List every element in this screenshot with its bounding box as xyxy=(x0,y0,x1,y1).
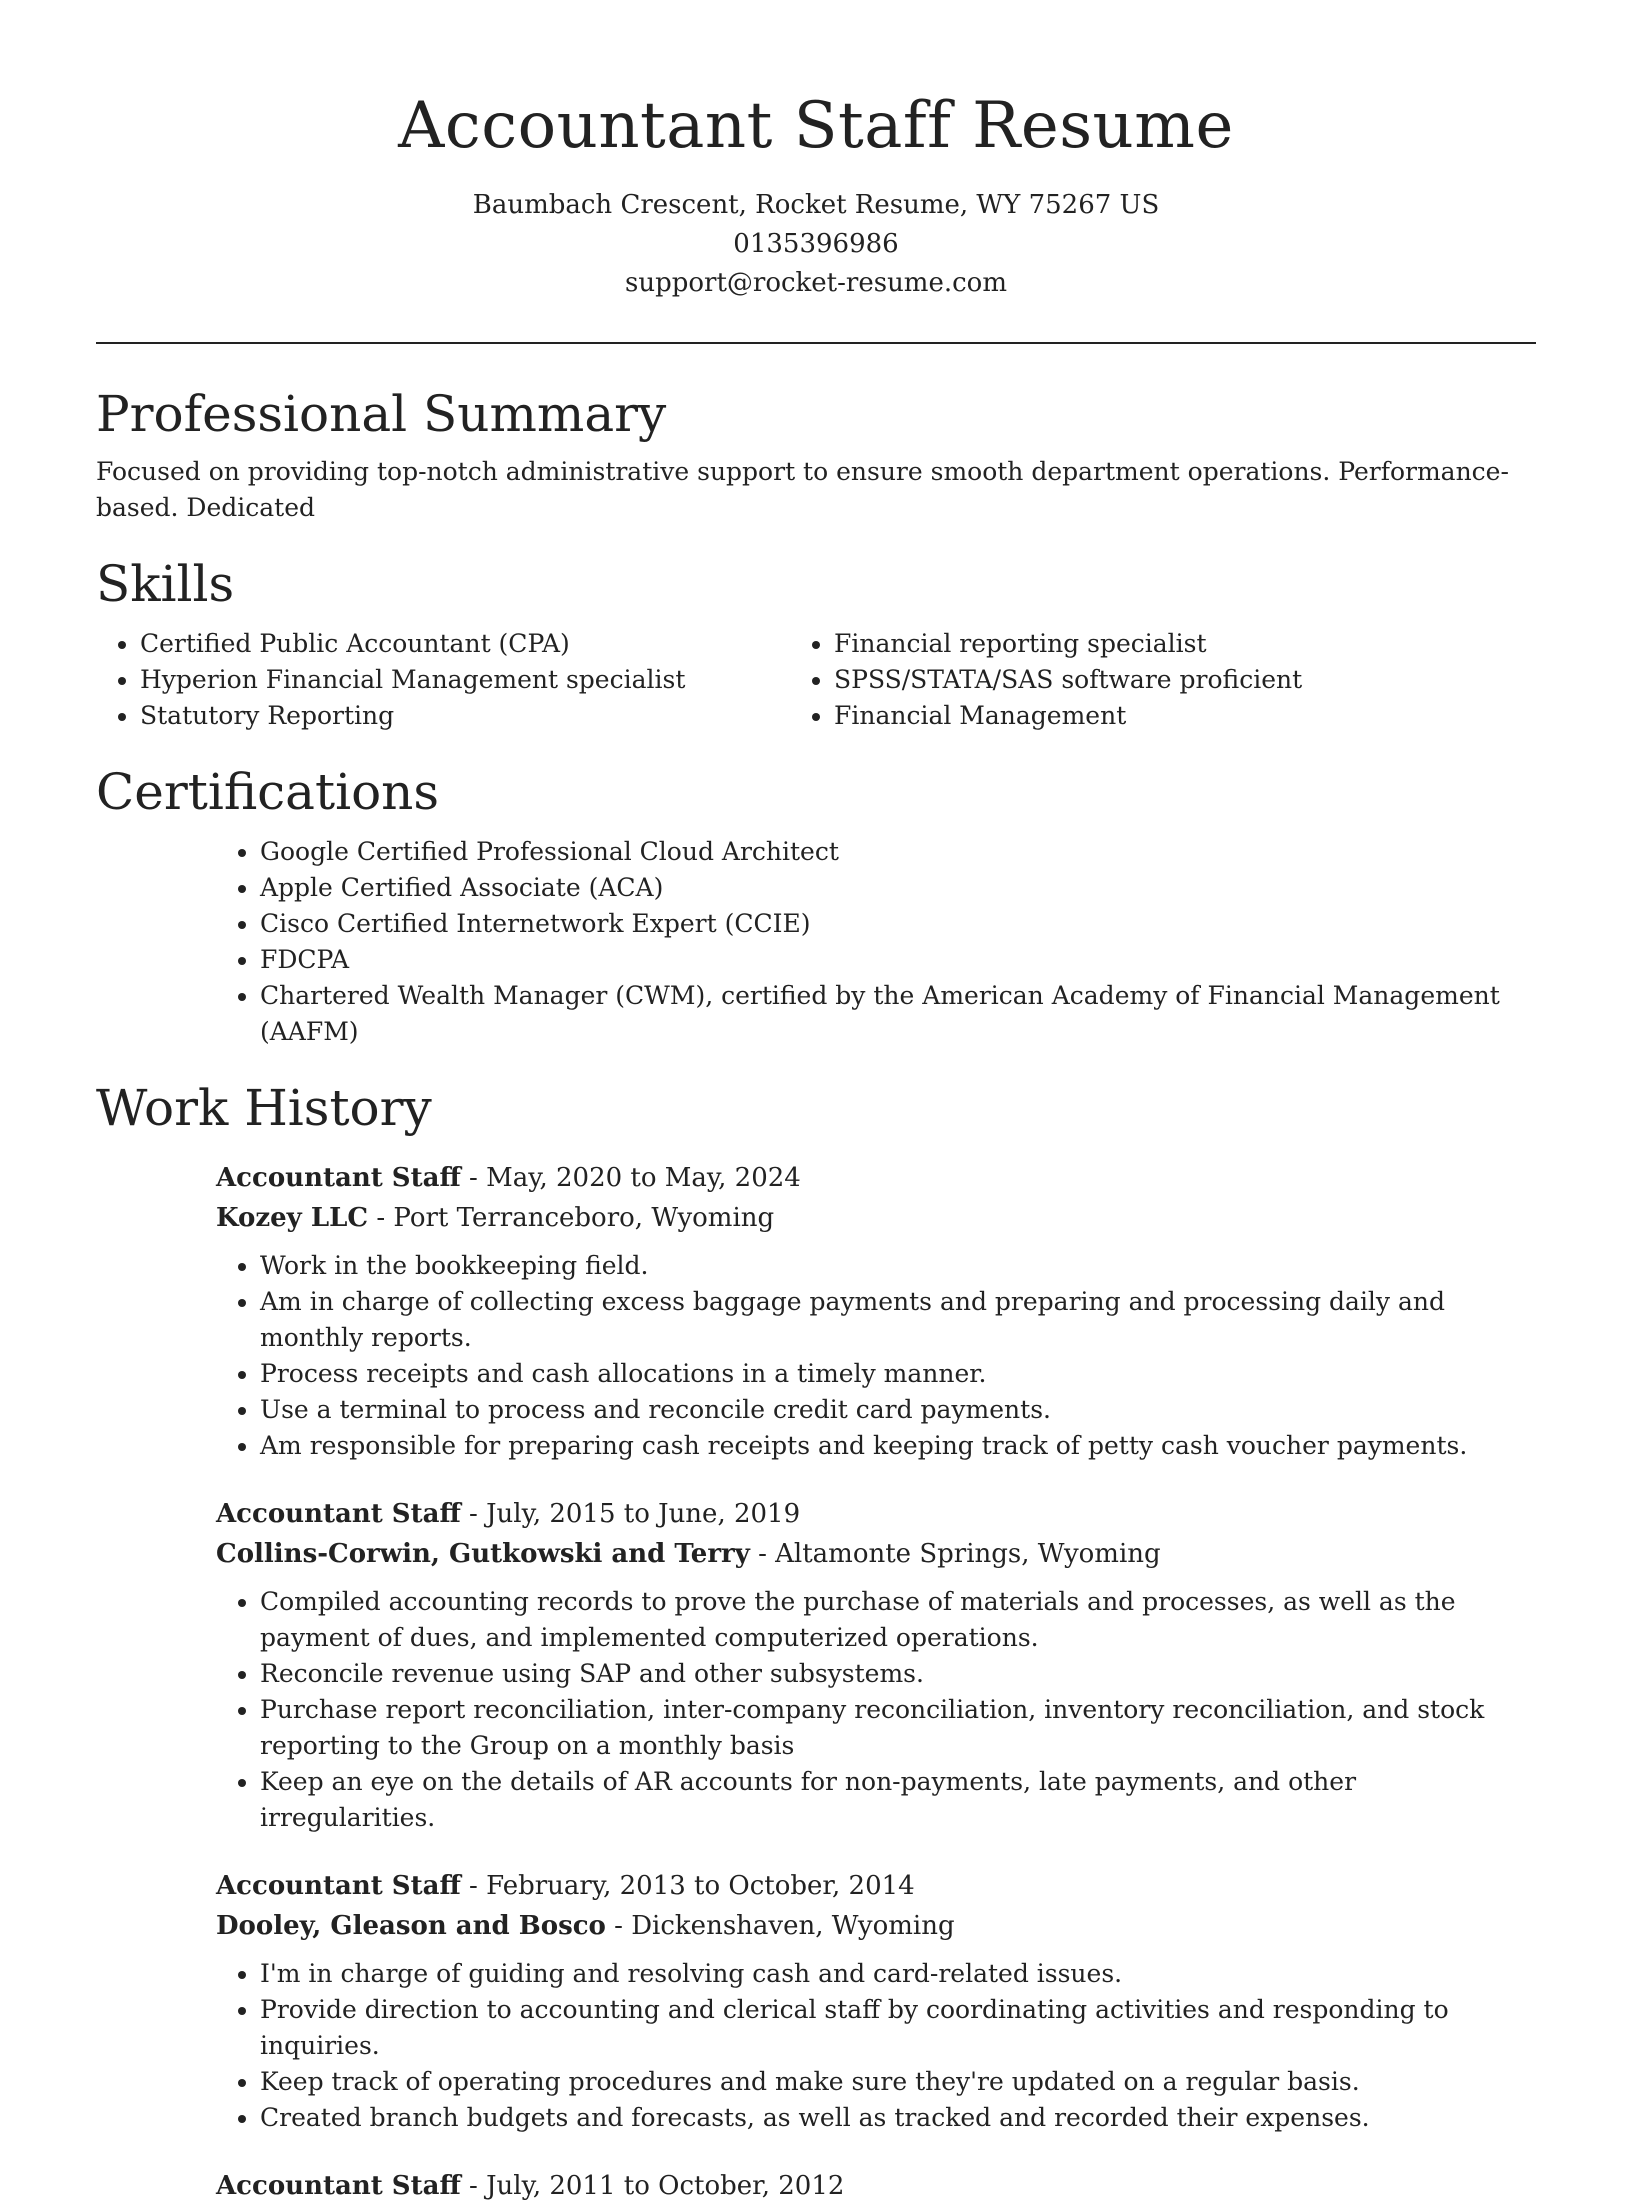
job-company-line xyxy=(216,1534,1536,1574)
job-company: Kozey LLC xyxy=(216,1203,369,1233)
job-duty: • Compiled accounting records to prove the purchase of materials and processes, as well as the payment of dues, and implemented computerized operations. xyxy=(260,1584,1536,1656)
job-role: Accountant Staff xyxy=(216,1871,461,1901)
job-duty: • Reconcile revenue using SAP and other subsystems. xyxy=(260,1656,1536,1692)
resume-title: Accountant Staff Resume xyxy=(398,89,1234,163)
job-dates: - July, 2015 to June, 2019 xyxy=(460,1499,801,1529)
job-location: - Altamonte Springs, Wyoming xyxy=(749,1539,1161,1569)
email: support@rocket-resume.com xyxy=(624,268,1007,298)
phone: 0135396986 xyxy=(733,229,899,259)
job-company-line xyxy=(216,1906,1536,1946)
job-company: Dooley, Gleason and Bosco xyxy=(216,1911,606,1941)
job-title-line xyxy=(216,1866,1536,1906)
contact-info xyxy=(0,186,1632,303)
job-title-line xyxy=(216,1158,1536,1198)
certifications-container xyxy=(216,834,1536,1050)
skill-item: • Certified Public Accountant (CPA) xyxy=(140,626,790,662)
skill-item: • Financial reporting specialist xyxy=(834,626,1484,662)
address: Baumbach Crescent, Rocket Resume, WY 75267 US xyxy=(472,190,1160,220)
job-dates: - February, 2013 to October, 2014 xyxy=(460,1871,915,1901)
job-dates: - May, 2020 to May, 2024 xyxy=(460,1163,801,1193)
professional-summary-section xyxy=(96,378,1536,526)
job-company: Collins-Corwin, Gutkowski and Terry xyxy=(216,1539,750,1569)
job-duty: • Keep track of operating procedures and make sure they're updated on a regular basis. xyxy=(260,2064,1536,2100)
certification-item: • Apple Certified Associate (ACA) xyxy=(260,870,1536,906)
job-duties-list xyxy=(216,1248,1536,1464)
job-location: - Port Terranceboro, Wyoming xyxy=(368,1203,775,1233)
job-duty: • Provide direction to accounting and clerical staff by coordinating activities and responding to inquiries. xyxy=(260,1992,1536,2064)
job-duty: • Use a terminal to process and reconcile credit card payments. xyxy=(260,1392,1536,1428)
skills-section xyxy=(96,548,1536,734)
skill-item: • Financial Management xyxy=(834,698,1484,734)
certification-item: • Cisco Certified Internetwork Expert (CCIE) xyxy=(260,906,1536,942)
job-company-line xyxy=(216,1198,1536,1238)
job-role: Accountant Staff xyxy=(216,1163,461,1193)
job-entry xyxy=(216,1158,1536,1464)
resume-header xyxy=(0,0,1632,303)
job-role: Accountant Staff xyxy=(216,1499,461,1529)
job-duties-list xyxy=(216,1584,1536,1836)
skill-item: • Statutory Reporting xyxy=(140,698,790,734)
section-title-skills: Skills xyxy=(96,555,235,613)
job-duty: • I'm in charge of guiding and resolving cash and card-related issues. xyxy=(260,1956,1536,1992)
job-entry xyxy=(216,2166,1536,2206)
certification-item: • Google Certified Professional Cloud Architect xyxy=(260,834,1536,870)
job-duty: • Process receipts and cash allocations in a timely manner. xyxy=(260,1356,1536,1392)
job-duties-list xyxy=(216,1956,1536,2136)
certification-item: • FDCPA xyxy=(260,942,1536,978)
job-duty: • Purchase report reconciliation, inter-company reconciliation, inventory reconciliation, and stock reporting to the Group on a monthly basis xyxy=(260,1692,1536,1764)
job-duty: • Am responsible for preparing cash receipts and keeping track of petty cash voucher payments. xyxy=(260,1428,1536,1464)
resume-body xyxy=(96,378,1536,2206)
job-entry xyxy=(216,1494,1536,1836)
job-title-line xyxy=(216,2166,1536,2206)
job-duty: • Keep an eye on the details of AR accounts for non-payments, late payments, and other irregularities. xyxy=(260,1764,1536,1836)
certifications-section xyxy=(96,756,1536,1050)
job-duty: • Created branch budgets and forecasts, as well as tracked and recorded their expenses. xyxy=(260,2100,1536,2136)
section-title-certifications: Certifications xyxy=(96,763,440,821)
certifications-list xyxy=(216,834,1536,1050)
certification-item: • Chartered Wealth Manager (CWM), certified by the American Academy of Financial Management (AAFM) xyxy=(260,978,1536,1050)
skills-list-right xyxy=(790,626,1484,734)
header-divider xyxy=(96,342,1536,344)
job-location: - Dickenshaven, Wyoming xyxy=(605,1911,955,1941)
skills-columns xyxy=(96,626,1536,734)
job-title-line xyxy=(216,1494,1536,1534)
section-title-work-history: Work History xyxy=(96,1079,432,1137)
skills-list-left xyxy=(96,626,790,734)
job-role: Accountant Staff xyxy=(216,2171,461,2201)
summary-text: Focused on providing top-notch administrative support to ensure smooth department operations. Performance-based. Dedicated xyxy=(96,457,1509,522)
skill-item: • Hyperion Financial Management specialist xyxy=(140,662,790,698)
job-entry xyxy=(216,1866,1536,2136)
job-dates: - July, 2011 to October, 2012 xyxy=(460,2171,845,2201)
work-history-section xyxy=(96,1072,1536,2206)
job-duty: • Am in charge of collecting excess baggage payments and preparing and processing daily and monthly reports. xyxy=(260,1284,1536,1356)
skill-item: • SPSS/STATA/SAS software proficient xyxy=(834,662,1484,698)
job-duty: • Work in the bookkeeping field. xyxy=(260,1248,1536,1284)
section-title-summary: Professional Summary xyxy=(96,385,667,443)
